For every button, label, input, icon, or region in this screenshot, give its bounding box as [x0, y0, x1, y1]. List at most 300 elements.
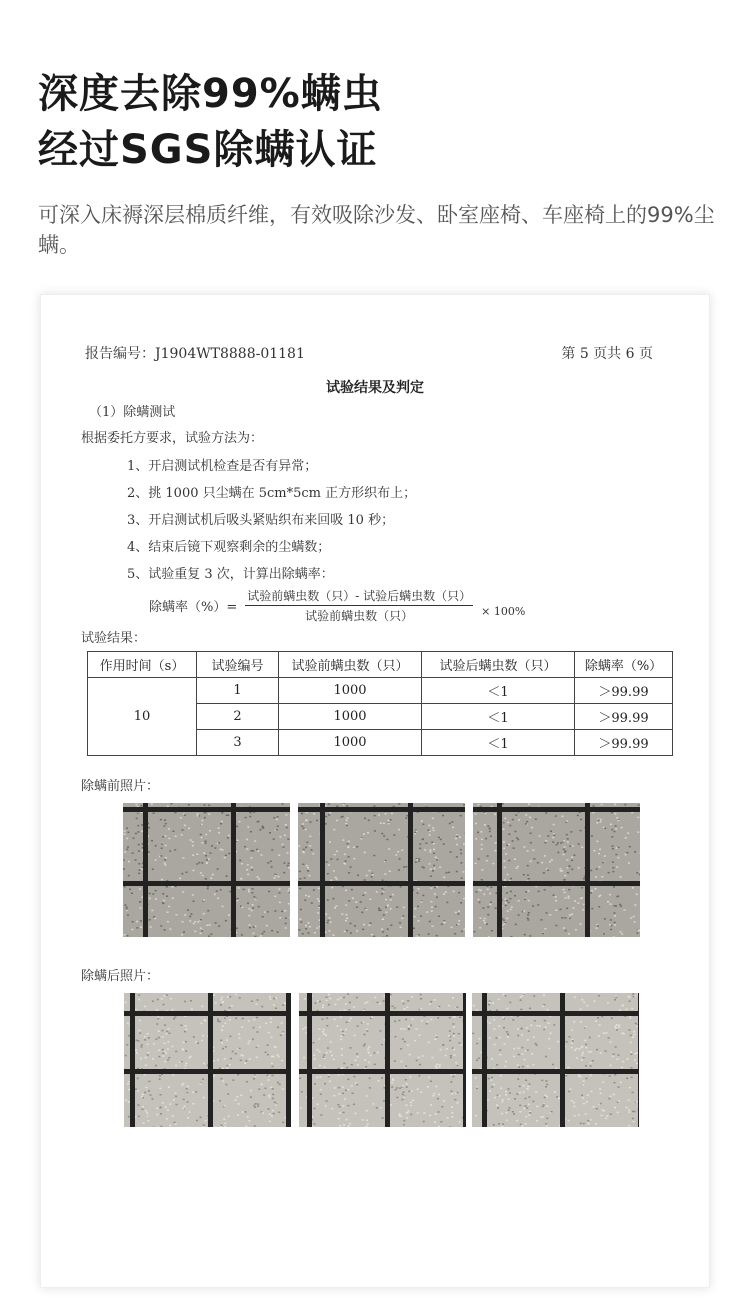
fabric-texture — [153, 813, 155, 815]
fabric-texture — [404, 1008, 406, 1010]
fabric-texture — [506, 1112, 508, 1114]
grid-line — [299, 1011, 466, 1016]
fabric-texture — [194, 931, 196, 933]
fabric-texture — [619, 904, 621, 906]
fabric-texture — [200, 1083, 202, 1085]
fabric-texture — [366, 1095, 368, 1097]
fabric-texture — [242, 1018, 244, 1020]
fabric-texture — [124, 834, 126, 836]
fabric-texture — [506, 1120, 508, 1122]
fabric-texture — [307, 870, 309, 872]
fabric-texture — [577, 815, 579, 817]
fabric-texture — [203, 853, 205, 855]
fabric-texture — [300, 909, 302, 911]
fabric-texture — [347, 1105, 349, 1107]
fabric-texture — [127, 914, 129, 916]
fabric-texture — [224, 1058, 226, 1060]
fabric-texture — [222, 1025, 224, 1027]
fabric-texture — [583, 1103, 585, 1105]
fabric-texture — [201, 820, 203, 822]
fabric-texture — [418, 1057, 420, 1059]
fabric-texture — [416, 859, 418, 861]
fabric-texture — [385, 860, 387, 862]
fabric-texture — [507, 910, 509, 912]
fabric-texture — [452, 827, 454, 829]
fabric-texture — [476, 1088, 478, 1090]
fabric-texture — [128, 875, 130, 877]
fabric-texture — [518, 1067, 520, 1069]
fabric-texture — [517, 839, 519, 841]
fabric-texture — [377, 1002, 379, 1004]
fabric-texture — [330, 921, 332, 923]
fabric-texture — [618, 1054, 620, 1056]
fabric-texture — [580, 1123, 582, 1125]
fabric-texture — [252, 907, 254, 909]
fabric-texture — [412, 1018, 414, 1020]
fabric-texture — [612, 1056, 614, 1058]
fabric-texture — [444, 922, 446, 924]
fabric-texture — [514, 859, 516, 861]
fabric-texture — [135, 1009, 137, 1011]
fabric-texture — [371, 934, 373, 936]
fabric-texture — [406, 1086, 408, 1088]
fabric-texture — [164, 859, 166, 861]
fabric-texture — [555, 910, 557, 912]
fabric-texture — [530, 842, 532, 844]
fabric-texture — [239, 1038, 241, 1040]
fabric-texture — [504, 1043, 506, 1045]
fabric-texture — [403, 1096, 405, 1098]
fabric-texture — [508, 1088, 510, 1090]
fabric-texture — [260, 935, 262, 937]
fabric-texture — [535, 1043, 537, 1045]
fabric-texture — [141, 1044, 143, 1046]
fabric-texture — [528, 1031, 530, 1033]
fabric-texture — [633, 996, 635, 998]
fabric-texture — [277, 1027, 279, 1029]
fabric-texture — [417, 892, 419, 894]
fabric-texture — [542, 1006, 544, 1008]
fabric-texture — [500, 1088, 502, 1090]
fabric-texture — [257, 1105, 259, 1107]
fabric-texture — [631, 812, 633, 814]
fabric-texture — [201, 1040, 203, 1042]
fabric-texture — [618, 1100, 620, 1102]
fabric-texture — [506, 892, 508, 894]
fabric-texture — [346, 1022, 348, 1024]
fabric-texture — [446, 872, 448, 874]
fabric-texture — [251, 867, 253, 869]
fabric-texture — [505, 898, 507, 900]
fabric-texture — [303, 849, 305, 851]
fabric-texture — [165, 823, 167, 825]
fabric-texture — [238, 887, 240, 889]
fabric-texture — [456, 856, 458, 858]
fabric-texture — [350, 923, 352, 925]
fabric-texture — [539, 835, 541, 837]
fabric-texture — [308, 932, 310, 934]
fabric-texture — [172, 1115, 174, 1117]
fabric-texture — [514, 1098, 516, 1100]
fabric-texture — [267, 1075, 269, 1077]
fabric-texture — [170, 803, 172, 805]
fabric-texture — [460, 902, 462, 904]
fabric-texture — [368, 1052, 370, 1054]
fabric-texture — [610, 929, 612, 931]
fabric-texture — [241, 1026, 243, 1028]
fabric-texture — [137, 825, 139, 827]
fabric-texture — [241, 907, 243, 909]
fabric-texture — [125, 1055, 127, 1057]
fabric-texture — [421, 1020, 423, 1022]
fabric-texture — [479, 1038, 481, 1040]
fabric-texture — [524, 1059, 526, 1061]
fabric-texture — [488, 936, 490, 937]
fabric-texture — [209, 830, 211, 832]
fabric-texture — [184, 914, 186, 916]
fabric-texture — [205, 878, 207, 880]
fabric-texture — [638, 804, 640, 806]
fabric-texture — [498, 1123, 500, 1125]
fabric-texture — [378, 910, 380, 912]
fabric-texture — [582, 1097, 584, 1099]
fabric-texture — [148, 851, 150, 853]
fabric-texture — [254, 1125, 256, 1127]
fabric-texture — [189, 920, 191, 922]
fabric-texture — [438, 837, 440, 839]
fabric-texture — [586, 1101, 588, 1103]
fabric-texture — [200, 1117, 202, 1119]
fabric-texture — [343, 863, 345, 865]
fabric-texture — [314, 1083, 316, 1085]
fabric-texture — [628, 1111, 630, 1113]
fabric-texture — [614, 813, 616, 815]
fabric-texture — [529, 1008, 531, 1010]
fabric-texture — [353, 858, 355, 860]
fabric-texture — [509, 1092, 511, 1094]
fabric-texture — [277, 1082, 279, 1084]
fabric-texture — [418, 888, 420, 890]
fabric-texture — [597, 925, 599, 927]
fabric-texture — [622, 1005, 624, 1007]
fabric-texture — [427, 1086, 429, 1088]
fabric-texture — [137, 1078, 139, 1080]
fabric-texture — [270, 1022, 272, 1024]
fabric-texture — [475, 863, 477, 865]
fabric-texture — [426, 911, 428, 913]
fabric-texture — [319, 1076, 321, 1078]
fabric-texture — [463, 804, 465, 806]
fabric-texture — [441, 924, 443, 926]
step-1: 1、开启测试机检查是否有异常； — [127, 459, 318, 474]
fabric-texture — [161, 848, 163, 850]
table-header-cell: 作用时间（s） — [88, 652, 197, 678]
fabric-texture — [610, 1096, 612, 1098]
fabric-texture — [610, 1065, 612, 1067]
fabric-texture — [546, 1118, 548, 1120]
fabric-texture — [339, 997, 341, 999]
fabric-texture — [487, 906, 489, 908]
fabric-texture — [345, 1029, 347, 1031]
fabric-texture — [411, 1090, 413, 1092]
fabric-texture — [381, 1044, 383, 1046]
fabric-texture — [187, 1101, 189, 1103]
fabric-texture — [144, 1074, 146, 1076]
fabric-texture — [155, 1038, 157, 1040]
fabric-texture — [429, 863, 431, 865]
fabric-texture — [394, 1021, 396, 1023]
fabric-texture — [175, 1093, 177, 1095]
fabric-texture — [301, 825, 303, 827]
fabric-texture — [152, 893, 154, 895]
fabric-texture — [627, 832, 629, 834]
fabric-texture — [406, 1007, 408, 1009]
fabric-texture — [160, 1113, 162, 1115]
fabric-texture — [363, 1045, 365, 1047]
fabric-texture — [529, 1083, 531, 1085]
fabric-texture — [141, 831, 143, 833]
fabric-texture — [135, 1088, 137, 1090]
fabric-texture — [563, 927, 565, 929]
fabric-texture — [142, 1094, 144, 1096]
fabric-texture — [279, 1084, 281, 1086]
fabric-texture — [632, 1036, 634, 1038]
fabric-texture — [131, 929, 133, 931]
fabric-texture — [282, 1122, 284, 1124]
fabric-texture — [390, 819, 392, 821]
page-info: 第 5 页共 6 页 — [561, 346, 653, 362]
fabric-texture — [254, 1076, 256, 1078]
headline-line-2: 经过SGS除螨认证 — [38, 127, 378, 173]
fabric-texture — [277, 1054, 279, 1056]
fabric-texture — [374, 997, 376, 999]
fabric-texture — [390, 994, 392, 996]
fabric-texture — [378, 908, 380, 910]
fabric-texture — [347, 1089, 349, 1091]
fabric-texture — [404, 1041, 406, 1043]
fabric-texture — [601, 1115, 603, 1117]
fabric-texture — [346, 1119, 348, 1121]
fabric-texture — [380, 822, 382, 824]
fabric-texture — [527, 874, 529, 876]
fabric-texture — [399, 1113, 401, 1115]
fabric-texture — [157, 999, 159, 1001]
fabric-texture — [499, 1037, 501, 1039]
fabric-texture — [514, 895, 516, 897]
fabric-texture — [317, 898, 319, 900]
fabric-texture — [531, 827, 533, 829]
fabric-texture — [495, 842, 497, 844]
fabric-texture — [305, 925, 307, 927]
fabric-texture — [565, 897, 567, 899]
fabric-texture — [449, 823, 451, 825]
fabric-texture — [614, 922, 616, 924]
fabric-texture — [155, 845, 157, 847]
fabric-texture — [181, 934, 183, 936]
fabric-texture — [243, 889, 245, 891]
fabric-texture — [247, 826, 249, 828]
fabric-texture — [348, 1125, 350, 1127]
fabric-texture — [583, 878, 585, 880]
fabric-texture — [492, 863, 494, 865]
fabric-texture — [636, 1063, 638, 1065]
fabric-texture — [263, 931, 265, 933]
fabric-texture — [268, 1094, 270, 1096]
fabric-texture — [196, 863, 198, 865]
fabric-texture — [634, 1034, 636, 1036]
fabric-texture — [567, 838, 569, 840]
fabric-texture — [451, 1116, 453, 1118]
fabric-texture — [247, 864, 249, 866]
fabric-texture — [306, 865, 308, 867]
fabric-texture — [600, 819, 602, 821]
fabric-texture — [502, 1099, 504, 1101]
fabric-texture — [326, 997, 328, 999]
fabric-texture — [316, 927, 318, 929]
fabric-texture — [238, 1103, 240, 1105]
fabric-texture — [433, 853, 435, 855]
fabric-texture — [630, 1051, 632, 1053]
fabric-texture — [502, 822, 504, 824]
fabric-texture — [338, 1074, 340, 1076]
fabric-texture — [149, 898, 151, 900]
fabric-texture — [157, 1126, 159, 1127]
fabric-texture — [489, 1002, 491, 1004]
fabric-texture — [249, 816, 251, 818]
fabric-texture — [272, 1088, 274, 1090]
fabric-texture — [304, 998, 306, 1000]
fabric-texture — [166, 1031, 168, 1033]
fabric-texture — [334, 907, 336, 909]
fabric-texture — [626, 1078, 628, 1080]
fabric-texture — [491, 1077, 493, 1079]
fabric-texture — [336, 878, 338, 880]
fabric-texture — [390, 925, 392, 927]
fabric-texture — [439, 1066, 441, 1068]
fabric-texture — [460, 849, 462, 851]
fabric-texture — [190, 1000, 192, 1002]
fabric-texture — [181, 873, 183, 875]
fabric-texture — [343, 1034, 345, 1036]
fabric-texture — [298, 845, 300, 847]
fabric-texture — [403, 1120, 405, 1122]
fabric-texture — [165, 857, 167, 859]
fabric-texture — [457, 1065, 459, 1067]
fabric-texture — [135, 1049, 137, 1051]
fabric-texture — [220, 849, 222, 851]
fabric-texture — [206, 859, 208, 861]
fabric-texture — [636, 1025, 638, 1027]
fabric-texture — [396, 1097, 398, 1099]
fabric-texture — [302, 823, 304, 825]
fabric-texture — [318, 900, 320, 902]
fabric-texture — [625, 854, 627, 856]
fabric-texture — [309, 836, 311, 838]
fabric-texture — [369, 870, 371, 872]
results-label: 试验结果： — [81, 631, 147, 646]
fabric-texture — [225, 855, 227, 857]
fabric-texture — [505, 905, 507, 907]
fabric-texture — [124, 934, 126, 936]
fabric-texture — [356, 906, 358, 908]
fabric-texture — [590, 1051, 592, 1053]
fabric-texture — [564, 879, 566, 881]
fabric-texture — [628, 1125, 630, 1127]
fabric-texture — [494, 814, 496, 816]
fabric-texture — [513, 1048, 515, 1050]
fabric-texture — [626, 852, 628, 854]
fabric-texture — [569, 846, 571, 848]
fabric-texture — [511, 906, 513, 908]
fabric-texture — [339, 1106, 341, 1108]
fabric-texture — [390, 908, 392, 910]
fabric-texture — [442, 1044, 444, 1046]
fabric-texture — [239, 1048, 241, 1050]
fabric-texture — [585, 1078, 587, 1080]
fabric-texture — [196, 1120, 198, 1122]
fabric-texture — [288, 867, 290, 869]
fabric-texture — [450, 1055, 452, 1057]
fabric-texture — [430, 851, 432, 853]
fabric-texture — [152, 1001, 154, 1003]
fabric-texture — [139, 1020, 141, 1022]
fabric-texture — [636, 1101, 638, 1103]
fabric-texture — [343, 1124, 345, 1126]
fabric-texture — [148, 1037, 150, 1039]
action-time-cell: 10 — [88, 678, 197, 756]
fabric-texture — [328, 994, 330, 996]
fabric-texture — [403, 1028, 405, 1030]
fabric-texture — [267, 1054, 269, 1056]
fabric-texture — [489, 904, 491, 906]
fabric-texture — [261, 1006, 263, 1008]
fabric-texture — [193, 923, 195, 925]
fabric-texture — [229, 1007, 231, 1009]
fabric-texture — [525, 1105, 527, 1107]
fabric-texture — [546, 1106, 548, 1108]
fabric-texture — [541, 1080, 543, 1082]
fabric-texture — [430, 1001, 432, 1003]
fabric-texture — [373, 936, 375, 937]
fabric-texture — [287, 852, 289, 854]
fabric-texture — [593, 805, 595, 807]
fabric-texture — [252, 904, 254, 906]
fabric-texture — [434, 1121, 436, 1123]
fabric-texture — [545, 1056, 547, 1058]
fabric-texture — [549, 914, 551, 916]
fabric-texture — [513, 1056, 515, 1058]
fabric-texture — [478, 899, 480, 901]
fabric-texture — [357, 875, 359, 877]
fabric-texture — [419, 848, 421, 850]
fabric-texture — [600, 1052, 602, 1054]
fabric-texture — [428, 933, 430, 935]
fabric-texture — [253, 1027, 255, 1029]
fabric-texture — [508, 860, 510, 862]
formula-fraction — [245, 587, 473, 624]
fabric-texture — [599, 1088, 601, 1090]
fabric-texture — [529, 1112, 531, 1114]
fabric-texture — [459, 1042, 461, 1044]
fabric-texture — [127, 846, 129, 848]
fabric-texture — [313, 889, 315, 891]
fabric-texture — [590, 1074, 592, 1076]
grid-line — [124, 1069, 291, 1074]
fabric-texture — [300, 921, 302, 923]
fabric-texture — [369, 1078, 371, 1080]
fabric-texture — [342, 839, 344, 841]
fabric-texture — [271, 1115, 273, 1117]
